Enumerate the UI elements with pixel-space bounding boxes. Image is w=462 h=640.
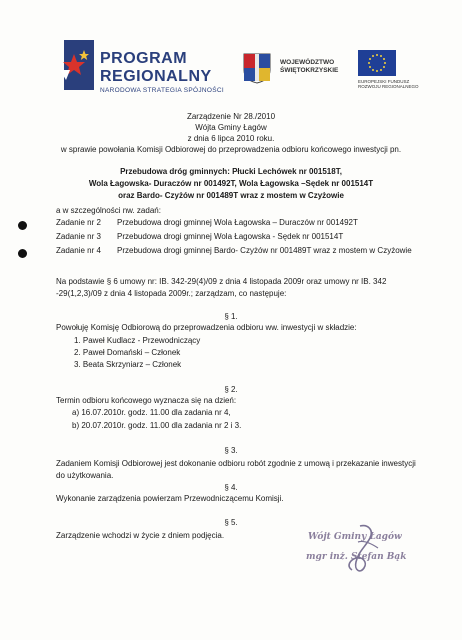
eu-flag-icon bbox=[358, 50, 396, 76]
eu-line1: EUROPEJSKI FUNDUSZ bbox=[358, 79, 410, 84]
task-label-4: Zadanie nr 4 bbox=[56, 246, 101, 255]
crest-icon bbox=[242, 52, 272, 84]
task-label-3: Zadanie nr 3 bbox=[56, 232, 101, 241]
project-title-line-1: Przebudowa dróg gminnych: Płucki Lechówek nr 001518T, bbox=[120, 167, 342, 176]
project-title-line-3: oraz Bardo- Czyżów nr 001489T wraz z mostem w Czyżowie bbox=[118, 191, 344, 200]
section-3-heading: § 3. bbox=[224, 446, 238, 455]
legal-basis-line-2: -29(1,2,3)/09 z dnia 4 listopada 2009r.; zarządzam, co następuje: bbox=[56, 289, 287, 298]
acceptance-date: b) 20.07.2010r. godz. 11.00 dla zadania nr 2 i 3. bbox=[72, 421, 242, 430]
legal-basis-line-1: Na podstawie § 6 umowy nr: IB. 342-29(4)/09 z dnia 4 listopada 2009r oraz umowy nr IB. 342 bbox=[56, 277, 387, 286]
task-desc-3: Przebudowa drogi gminnej Wola Łagowska - Sędek nr 001514T bbox=[117, 232, 344, 241]
section-3-text-line-1: Zadaniem Komisji Odbiorowej jest dokonanie odbioru robót zgodnie z umową i przekazanie inwestycji bbox=[56, 459, 416, 468]
section-3-text-line-2: do użytkowania. bbox=[56, 471, 114, 480]
eu-logo bbox=[358, 50, 424, 90]
stamp-line-1: Wójt Gminy Łagów bbox=[308, 532, 402, 542]
tasks-intro: a w szczególności nw. zadań: bbox=[56, 206, 161, 215]
order-date: z dnia 6 lipca 2010 roku. bbox=[187, 134, 275, 143]
section-1-heading: § 1. bbox=[224, 312, 238, 321]
project-title-line-2: Wola Łagowska- Duraczów nr 001492T, Wola Łagowska –Sędek nr 001514T bbox=[88, 179, 374, 188]
order-title: Zarządzenie Nr 28./2010 bbox=[186, 112, 276, 121]
region-line2: ŚWIĘTOKRZYSKIE bbox=[280, 67, 339, 74]
section-4-text: Wykonanie zarządzenia powierzam Przewodniczącemu Komisji. bbox=[56, 494, 284, 503]
committee-member: 2. Paweł Domański – Członek bbox=[74, 348, 181, 357]
region-line1: WOJEWÓDZTWO bbox=[280, 59, 335, 66]
program-subtitle: NARODOWA STRATEGIA SPÓJNOŚCI bbox=[100, 87, 224, 94]
section-2-heading: § 2. bbox=[224, 385, 238, 394]
punch-hole-icon bbox=[18, 221, 27, 230]
eu-line2: ROZWOJU REGIONALNEGO bbox=[358, 84, 419, 89]
section-5-text: Zarządzenie wchodzi w życie z dniem podjęcia. bbox=[56, 531, 225, 540]
committee-member: 1. Paweł Kudlacz - Przewodniczący bbox=[74, 336, 201, 345]
signature-stamp bbox=[300, 528, 420, 578]
program-regionalny-logo bbox=[60, 40, 250, 96]
committee-member: 3. Beata Skrzyniarz – Członek bbox=[74, 360, 182, 369]
punch-hole-icon bbox=[18, 249, 27, 258]
issuer: Wójta Gminy Łagów bbox=[195, 123, 267, 132]
acceptance-date: a) 16.07.2010r. godz. 11.00 dla zadania nr 4, bbox=[72, 408, 231, 417]
subject-line: w sprawie powołania Komisji Odbiorowej do przeprowadzenia odbioru końcowego inwestycji pn. bbox=[60, 145, 402, 154]
section-2-text: Termin odbioru końcowego wyznacza się na dzień: bbox=[56, 396, 237, 405]
swietokrzyskie-logo bbox=[242, 52, 352, 86]
section-5-heading: § 5. bbox=[224, 518, 238, 527]
program-title-line2: REGIONALNY bbox=[100, 68, 212, 85]
handwritten-signature bbox=[330, 522, 390, 578]
task-label-2: Zadanie nr 2 bbox=[56, 218, 101, 227]
section-4-heading: § 4. bbox=[224, 483, 238, 492]
program-title-line1: PROGRAM bbox=[100, 50, 188, 67]
task-desc-2: Przebudowa drogi gminnej Wola Łagowska – Duraczów nr 001492T bbox=[117, 218, 358, 227]
section-1-text: Powołuję Komisję Odbiorową do przeprowadzenia odbioru ww. inwestycji w składzie: bbox=[56, 323, 357, 332]
program-star-icon bbox=[60, 40, 94, 90]
stamp-line-2: mgr inż. Stefan Bąk bbox=[306, 552, 407, 562]
task-desc-4: Przebudowa drogi gminnej Bardo- Czyżów nr 001489T wraz z mostem w Czyżowie bbox=[117, 246, 412, 255]
